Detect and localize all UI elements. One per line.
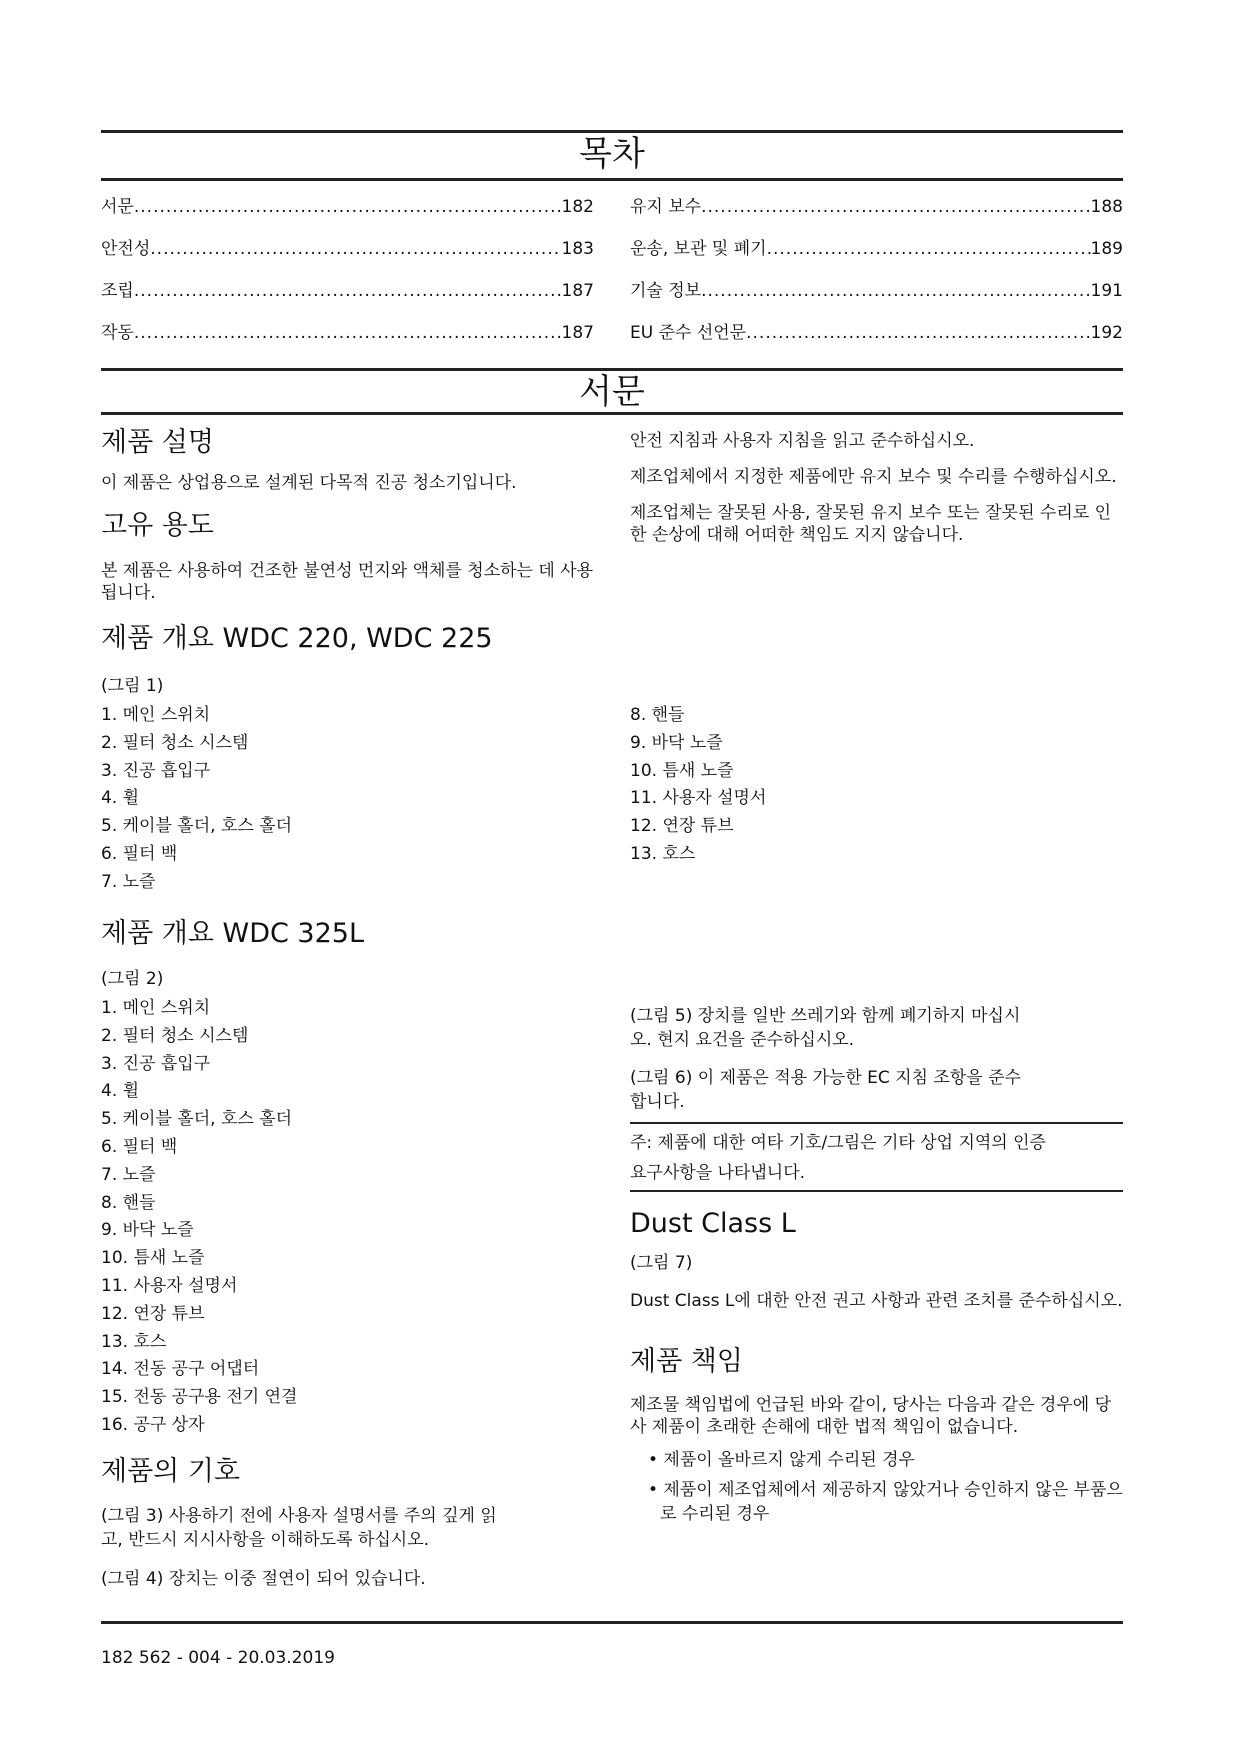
list-item: 5. 케이블 홀더, 호스 홀더: [101, 816, 293, 837]
note-line-1: 주: 제품에 대한 여타 기호/그림은 기타 상업 지역의 인증: [630, 1133, 1046, 1153]
intro-top-rule: [101, 368, 1123, 371]
list-item: 2. 필터 청소 시스템: [101, 1025, 249, 1046]
liability-section: [630, 1345, 1123, 1526]
list-item: 9. 바닥 노즐: [101, 1220, 194, 1241]
symbol-6-line-1: 이 제품은 적용 가능한 EC 지침 조항을 준수: [697, 1068, 1021, 1088]
toc-entry[interactable]: 기술 정보 ..... 191: [630, 276, 1123, 318]
list-item: 12. 연장 튜브: [630, 816, 734, 837]
intro-paragraph-1: 안전 지침과 사용자 지침을 읽고 준수하십시오.: [630, 431, 975, 451]
description-text: 이 제품은 상업용으로 설계된 다목적 진공 청소기입니다.: [101, 473, 517, 493]
symbol-6-line-2: 합니다.: [630, 1092, 685, 1112]
toc-entry[interactable]: 유지 보수 ..... 188: [630, 192, 1123, 234]
list-item: 6. 필터 백: [101, 843, 178, 864]
list-item: 11. 사용자 설명서: [630, 788, 767, 809]
overview-2-figure-ref: (그림 2): [101, 969, 164, 989]
dust-class-text: Dust Class L에 대한 안전 권고 사항과 관련 조치를 준수하십시오.: [630, 1291, 1123, 1311]
symbol-4: [101, 1567, 621, 1591]
list-item: 4. 휠: [101, 788, 140, 809]
list-item: 11. 사용자 설명서: [101, 1275, 238, 1296]
symbol-5-line-1: 장치를 일반 쓰레기와 함께 폐기하지 마십시: [697, 1006, 1021, 1026]
symbol-3: [101, 1504, 621, 1552]
section-heading-overview-1: 제품 개요 WDC 220, WDC 225: [101, 623, 493, 654]
toc-top-rule: [101, 130, 1123, 133]
liability-bullet-1: • 제품이 올바르지 않게 수리된 경우: [648, 1450, 915, 1470]
section-heading-symbols: 제품의 기호: [101, 1456, 240, 1487]
intended-use-text: 본 제품은 사용하여 건조한 불연성 먼지와 액체를 청소하는 데 사용됩니다.: [101, 561, 594, 603]
footer-rule: [101, 1621, 1123, 1624]
dust-class-section: [630, 1207, 1123, 1312]
symbol-3-ref: (그림 3): [101, 1506, 164, 1526]
list-item: 3. 진공 흡입구: [101, 760, 211, 781]
intro-title: 서문: [579, 372, 645, 412]
symbol-5-ref: (그림 5): [630, 1006, 693, 1026]
symbol-6-ref: (그림 6): [630, 1068, 693, 1088]
list-item: 15. 전동 공구용 전기 연결: [101, 1387, 298, 1408]
section-heading-intended-use: 고유 용도: [101, 510, 214, 541]
symbol-4-line-1: 장치는 이중 절연이 되어 있습니다.: [168, 1569, 426, 1589]
list-item: 12. 연장 튜브: [101, 1303, 205, 1324]
intro-right-column: [630, 430, 1123, 546]
overview-1-figure-ref: (그림 1): [101, 676, 164, 696]
overview-1-list-right: [630, 704, 766, 871]
toc-left-column: [101, 192, 594, 360]
intro-paragraph-3: 제조업체는 잘못된 사용, 잘못된 유지 보수 또는 잘못된 수리로 인한 손상에 대해 어떠한 책임도 지지 않습니다.: [630, 503, 1112, 545]
note-bottom-rule: [630, 1190, 1123, 1192]
list-item: 4. 휠: [101, 1081, 140, 1102]
list-item: 1. 메인 스위치: [101, 998, 211, 1018]
toc-entry[interactable]: 운송, 보관 및 폐기 ..... 189: [630, 234, 1123, 276]
list-item: 8. 핸들: [630, 705, 685, 725]
note-box: [630, 1128, 1123, 1188]
dust-class-figure-ref: (그림 7): [630, 1253, 693, 1273]
symbol-5: [630, 1004, 1123, 1052]
footer-page-info: 182 562 - 004 - 20.03.2019: [101, 1648, 335, 1668]
list-item: 10. 틈새 노즐: [101, 1248, 205, 1269]
symbol-4-ref: (그림 4): [101, 1569, 164, 1589]
list-item: 7. 노즐: [101, 871, 156, 892]
overview-1-list-left: [101, 704, 292, 899]
toc-entry[interactable]: 작동 ..... 187: [101, 318, 594, 360]
symbol-6: [630, 1066, 1123, 1114]
intro-paragraph-2: 제조업체에서 지정한 제품에만 유지 보수 및 수리를 수행하십시오.: [630, 467, 1117, 487]
list-item: 1. 메인 스위치: [101, 705, 211, 725]
list-item: 13. 호스: [630, 843, 696, 864]
list-item: 9. 바닥 노즐: [630, 732, 723, 753]
intro-left-column: [101, 426, 594, 604]
toc-entry[interactable]: 안전성 ..... 183: [101, 234, 594, 276]
list-item: 10. 틈새 노즐: [630, 760, 734, 781]
toc-bottom-rule: [101, 178, 1123, 181]
overview-2-list: [101, 997, 297, 1442]
symbol-3-line-2: 고, 반드시 지시사항을 이해하도록 하십시오.: [101, 1530, 430, 1550]
section-heading-overview-2: 제품 개요 WDC 325L: [101, 918, 364, 949]
liability-bullet-2: • 제품이 제조업체에서 제공하지 않았거나 승인하지 않은 부품으로 수리된 경우: [648, 1480, 1123, 1524]
toc-entry[interactable]: 서문 ..... 182: [101, 192, 594, 234]
list-item: 5. 케이블 홀더, 호스 홀더: [101, 1109, 293, 1130]
section-heading-description: 제품 설명: [101, 427, 214, 458]
toc-title: 목차: [579, 134, 645, 174]
list-item: 3. 진공 흡입구: [101, 1053, 211, 1074]
intro-bottom-rule: [101, 412, 1123, 415]
list-item: 6. 필터 백: [101, 1136, 178, 1157]
toc-entry[interactable]: EU 준수 선언문 ..... 192: [630, 318, 1123, 360]
section-heading-liability: 제품 책임: [630, 1346, 743, 1377]
toc-right-column: [630, 192, 1123, 360]
section-heading-dust-class: Dust Class L: [630, 1208, 796, 1239]
list-item: 14. 전동 공구 어댑터: [101, 1359, 260, 1380]
list-item: 2. 필터 청소 시스템: [101, 732, 249, 753]
list-item: 8. 핸들: [101, 1192, 156, 1213]
list-item: 16. 공구 상자: [101, 1414, 205, 1435]
symbol-3-line-1: 사용하기 전에 사용자 설명서를 주의 깊게 읽: [168, 1506, 497, 1526]
note-top-rule: [630, 1122, 1123, 1124]
liability-text: 제조물 책임법에 언급된 바와 같이, 당사는 다음과 같은 경우에 당사 제품이 초래한 손해에 대한 법적 책임이 없습니다.: [630, 1395, 1112, 1437]
toc-entry[interactable]: 조립 ..... 187: [101, 276, 594, 318]
list-item: 13. 호스: [101, 1331, 167, 1352]
symbol-5-line-2: 오. 현지 요건을 준수하십시오.: [630, 1030, 855, 1050]
note-line-2: 요구사항을 나타냅니다.: [630, 1163, 806, 1183]
list-item: 7. 노즐: [101, 1164, 156, 1185]
